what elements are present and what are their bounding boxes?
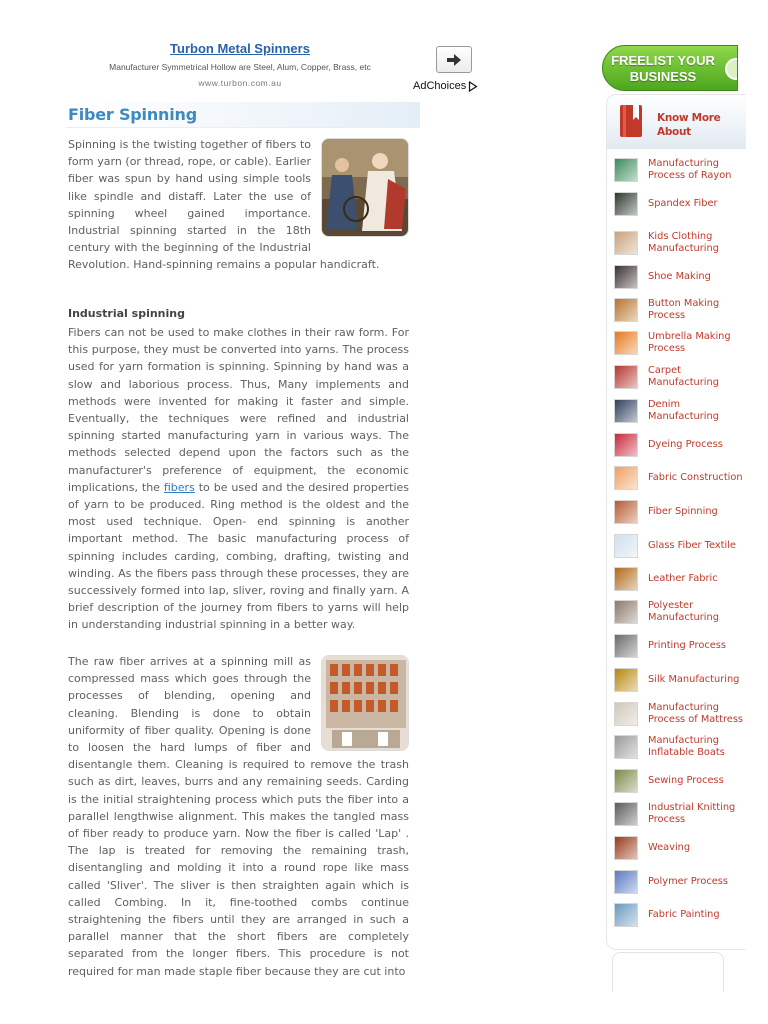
topic-label-line-2: Process of Mattress	[648, 714, 744, 725]
spinning-painting-image	[321, 138, 409, 237]
related-topics-sidebar	[606, 94, 746, 950]
title-bar	[66, 102, 420, 128]
topic-label	[648, 640, 726, 652]
page-title: Fiber Spinning	[68, 105, 197, 124]
topic-label-line-1: Industrial Knitting	[648, 802, 736, 813]
banner-line-1: FREELIST YOUR	[611, 53, 715, 68]
topic-label-line-1: Weaving	[648, 842, 691, 853]
topic-thumbnail	[614, 192, 638, 216]
topic-label	[648, 472, 743, 484]
book-icon	[617, 102, 647, 140]
topic-label-line-1: Manufacturing	[648, 735, 719, 746]
topic-label	[648, 573, 718, 585]
topic-thumbnail	[614, 231, 638, 255]
topic-label	[648, 802, 735, 826]
sidebar-topic-link[interactable]	[614, 767, 746, 795]
sidebar-topic-link[interactable]	[614, 156, 746, 184]
adchoices-label: AdChoices	[413, 80, 467, 92]
sidebar-topic-link[interactable]	[614, 363, 746, 391]
topic-label-line-1: Shoe Making	[648, 271, 711, 282]
topic-thumbnail	[614, 365, 638, 389]
sidebar-topic-link[interactable]	[614, 329, 746, 357]
sidebar-topic-link[interactable]	[614, 464, 746, 492]
sidebar-topic-link[interactable]	[614, 868, 746, 896]
topic-label-line-1: Fabric Construction	[648, 472, 743, 483]
topic-label-line-1: Polyester	[648, 600, 694, 611]
topic-label-line-1: Fiber Spinning	[648, 506, 718, 517]
sidebar-topic-link[interactable]	[614, 598, 746, 626]
topic-label	[648, 271, 711, 283]
topic-thumbnail	[614, 769, 638, 793]
sidebar-topic-link[interactable]	[614, 901, 746, 929]
topic-thumbnail	[614, 399, 638, 423]
sidebar-topic-link[interactable]	[614, 632, 746, 660]
sidebar-topic-link[interactable]	[614, 700, 746, 728]
topic-label-line-2: Manufacturing	[648, 377, 719, 388]
sidebar-topic-link[interactable]	[614, 296, 746, 324]
sidebar-topic-link[interactable]	[614, 800, 746, 828]
topic-label	[648, 876, 728, 888]
topic-thumbnail	[614, 298, 638, 322]
sponsored-ad	[66, 40, 486, 96]
topic-thumbnail	[614, 500, 638, 524]
topic-label-line-1: Umbrella Making	[648, 331, 731, 342]
topic-label	[648, 439, 723, 451]
topic-label-line-2: Manufacturing	[648, 612, 719, 623]
topic-thumbnail	[614, 600, 638, 624]
ad-description: Manufacturer Symmetrical Hollow are Steel, Alum, Copper, Brass, etc	[109, 62, 371, 72]
arrow-right-icon	[446, 54, 462, 66]
topic-label	[648, 506, 718, 518]
adchoices-link[interactable]	[413, 80, 478, 92]
topic-thumbnail	[614, 534, 638, 558]
ad-url[interactable]: www.turbon.com.au	[198, 78, 282, 88]
know-more-label: Know More About	[657, 112, 721, 138]
sidebar-topic-link[interactable]	[614, 565, 746, 593]
topic-label-line-1: Silk Manufacturing	[648, 674, 740, 685]
sidebar-topic-link[interactable]	[614, 666, 746, 694]
topic-label-line-2: Process	[648, 310, 686, 321]
ad-arrow-button[interactable]	[436, 46, 472, 73]
topic-label	[648, 674, 739, 686]
sidebar-topic-link[interactable]	[614, 834, 746, 862]
sidebar-topic-link[interactable]	[614, 229, 746, 257]
topic-label-line-1: Kids Clothing	[648, 231, 713, 242]
topic-label-line-2: Inflatable Boats	[648, 747, 725, 758]
topic-label-line-1: Dyeing Process	[648, 439, 723, 450]
topic-label-line-2: Process	[648, 343, 686, 354]
freelist-business-banner[interactable]	[602, 45, 738, 91]
topic-label	[648, 600, 719, 624]
topic-thumbnail	[614, 634, 638, 658]
bottom-widget	[612, 952, 724, 992]
sidebar-topic-link[interactable]	[614, 431, 746, 459]
fibers-link[interactable]: fibers	[163, 480, 195, 494]
topic-label-line-1: Glass Fiber Textile	[648, 540, 736, 551]
section-heading: Industrial spinning	[68, 307, 185, 320]
know-more-header	[607, 95, 746, 149]
topic-thumbnail	[614, 702, 638, 726]
topic-label-line-1: Manufacturing	[648, 702, 719, 713]
topic-label	[648, 198, 718, 210]
banner-line-2: BUSINESS	[629, 69, 697, 84]
topic-label	[648, 909, 720, 921]
topic-label-line-1: Denim	[648, 399, 681, 410]
topic-thumbnail	[614, 836, 638, 860]
topic-thumbnail	[614, 158, 638, 182]
badge-icon	[725, 58, 738, 80]
topic-label	[648, 399, 719, 423]
topic-label	[648, 298, 719, 322]
topic-thumbnail	[614, 265, 638, 289]
sidebar-topic-link[interactable]	[614, 190, 746, 218]
spinning-mill-paragraph	[68, 653, 409, 980]
topic-label	[648, 775, 724, 787]
topic-label-line-1: Button Making	[648, 298, 720, 309]
topic-label	[648, 540, 736, 552]
para2-text-after: to be used and the desired properties of yarn to be produced. Ring method is the oldest and the most used technique. Open- end spinning is another important method. The basic manufacturing process of spinning includes carding, combing, drafting, twisting and winding. As the fibers pass through these processes, they are successively formed into lap, sliver, roving and finally yarn. A brief description of the journey from fibers to yarns will help in understanding industrial spinning in a better way.	[68, 480, 410, 632]
topic-thumbnail	[614, 567, 638, 591]
topic-label-line-1: Polymer Process	[648, 876, 728, 887]
sidebar-topic-link[interactable]	[614, 498, 746, 526]
topic-label-line-1: Manufacturing	[648, 158, 719, 169]
ad-title-link[interactable]: Turbon Metal Spinners	[170, 41, 310, 56]
topic-label-line-1: Printing Process	[648, 640, 726, 651]
topic-label-line-2: Process of Rayon	[648, 170, 732, 181]
topic-thumbnail	[614, 331, 638, 355]
topic-label-line-2: Manufacturing	[648, 243, 719, 254]
sidebar-topic-link[interactable]	[614, 532, 746, 560]
topic-label	[648, 735, 725, 759]
topic-label	[648, 702, 743, 726]
topic-label-line-1: Sewing Process	[648, 775, 724, 786]
topic-label-line-1: Spandex Fiber	[648, 198, 718, 209]
intro-text: Spinning is the twisting together of fibers to form yarn (or thread, rope, or cable). Earlier fiber was spun by hand using simple tools like spindle and distaff. Later the use of spinning wheel gained importance. Industrial spinning started in the 18th century with the beginning of the Industrial Revolution. Hand-spinning remains a popular handicraft.	[68, 138, 380, 272]
para2-text-before: Fibers can not be used to make clothes in their raw form. For this purpose, they must be converted into yarns. The process used for yarn formation is spinning. Spinning by hand was a slow and laborious process. Thus, Many implements and methods were invented for making it faster and simple. Eventually, the techniques were refined and industrial spinning started manufacturing yarn in various ways. The methods selected depend upon the factors such as the manufacturer's preference of equipment, the economic implications, the	[68, 326, 409, 494]
industrial-spinning-paragraph	[68, 324, 409, 634]
topic-thumbnail	[614, 802, 638, 826]
topic-label-line-1: Leather Fabric	[648, 573, 718, 584]
topic-label	[648, 331, 731, 355]
sidebar-topic-link[interactable]	[614, 397, 746, 425]
topic-label-line-2: Process	[648, 814, 686, 825]
topic-label-line-2: Manufacturing	[648, 411, 719, 422]
topic-label	[648, 842, 690, 854]
topic-label	[648, 158, 731, 182]
topic-label-line-1: Fabric Painting	[648, 909, 720, 920]
topic-thumbnail	[614, 870, 638, 894]
para3-text: The raw fiber arrives at a spinning mill as compressed mass which goes through the processes of blending, opening and cleaning. Blending is done to obtain uniformity of fiber quality. Opening is done to loosen the hard lumps of fiber and disentangle them. Cleaning is required to remove the trash such as dirt, leaves, burrs and any remaining seeds. Carding is the initial straightening process which puts the fiber into a parallel lengthwise alignment. This makes the tangled mass of fiber ready to produce yarn. Now the fiber is called 'Lap' . The lap is treated for removing the remaining trash, disentangling and molding it into a round rope like mass called 'Sliver'. The sliver is then straighten again which is called Combing. In it, fine-toothed combs continue straightening the fibers until they are arranged in such a parallel manner that the short fibers are completely separated from the longer fibers. This procedure is not required for man made staple fiber because they are cut into	[68, 655, 409, 978]
topic-thumbnail	[614, 903, 638, 927]
topic-thumbnail	[614, 735, 638, 759]
topic-thumbnail	[614, 433, 638, 457]
topic-label	[648, 231, 719, 255]
topic-label	[648, 365, 719, 389]
intro-paragraph	[68, 136, 409, 274]
sidebar-topic-link[interactable]	[614, 733, 746, 761]
topic-label-line-1: Carpet	[648, 365, 681, 376]
topic-thumbnail	[614, 668, 638, 692]
yarn-cones-image	[321, 655, 409, 751]
topic-thumbnail	[614, 466, 638, 490]
adchoices-icon	[468, 81, 478, 92]
sidebar-topic-link[interactable]	[614, 263, 746, 291]
